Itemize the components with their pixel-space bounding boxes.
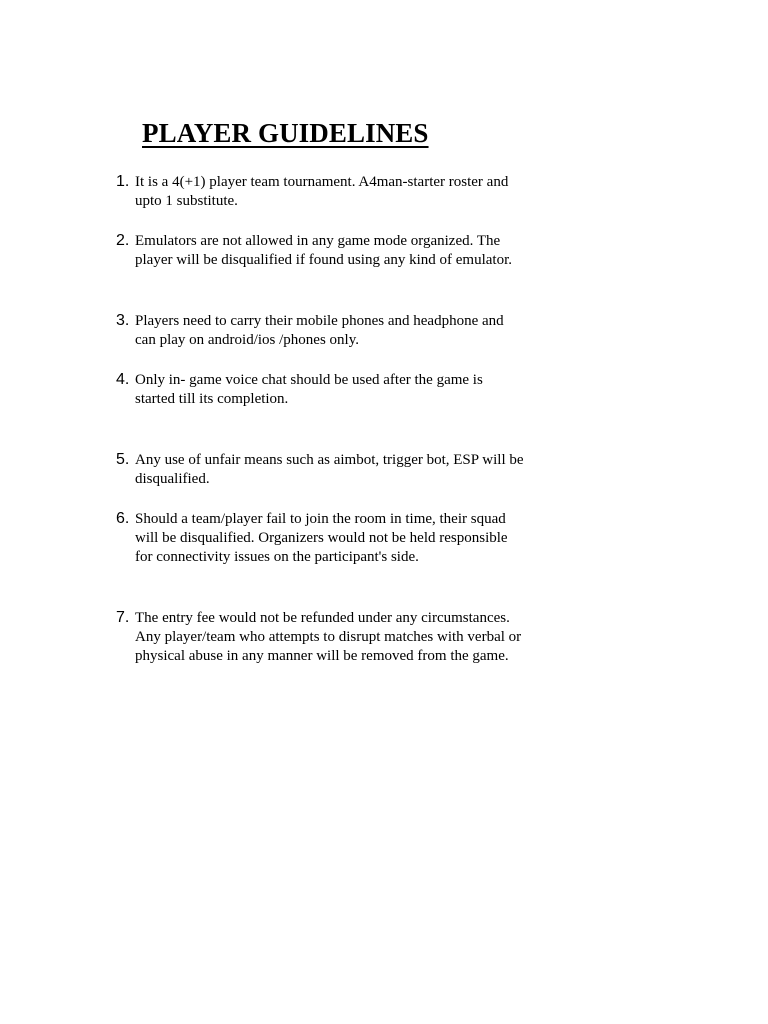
item-text xyxy=(135,232,586,270)
item-line: disqualified. xyxy=(135,471,210,487)
item-number: 6. xyxy=(116,510,130,527)
item-text xyxy=(135,173,586,211)
item-text xyxy=(135,312,586,350)
item-line: can play on android/ios /phones only. xyxy=(135,332,359,348)
item-line: Should a team/player fail to join the room in time, their squad xyxy=(135,511,506,527)
item-line: physical abuse in any manner will be removed from the game. xyxy=(135,648,509,664)
item-line: It is a 4(+1) player team tournament. A4man-starter roster and xyxy=(135,174,509,190)
guideline-item-7 xyxy=(116,609,586,666)
guideline-item-5 xyxy=(116,451,586,489)
guideline-item-4 xyxy=(116,371,586,409)
item-line: Players need to carry their mobile phones and headphone and xyxy=(135,313,504,329)
item-text xyxy=(135,451,586,489)
item-number: 5. xyxy=(116,451,130,468)
item-line: Emulators are not allowed in any game mode organized. The xyxy=(135,233,501,249)
item-text xyxy=(135,510,586,567)
item-line: player will be disqualified if found using any kind of emulator. xyxy=(135,252,513,268)
item-number: 4. xyxy=(116,371,130,388)
item-number: 1. xyxy=(116,173,130,190)
guideline-item-3 xyxy=(116,312,586,350)
item-line: Only in- game voice chat should be used after the game is xyxy=(135,372,483,388)
item-line: Any player/team who attempts to disrupt matches with verbal or xyxy=(135,629,522,645)
item-number: 7. xyxy=(116,609,130,626)
page-title: PLAYER GUIDELINES xyxy=(142,118,429,148)
item-line: for connectivity issues on the participant's side. xyxy=(135,549,419,565)
item-line: The entry fee would not be refunded under any circumstances. xyxy=(135,610,510,626)
guideline-item-2 xyxy=(116,232,586,270)
item-line: will be disqualified. Organizers would not be held responsible xyxy=(135,530,508,546)
item-text xyxy=(135,609,586,666)
guideline-item-6 xyxy=(116,510,586,567)
guideline-item-1 xyxy=(116,173,586,211)
item-line: upto 1 substitute. xyxy=(135,193,238,209)
item-line: Any use of unfair means such as aimbot, trigger bot, ESP will be xyxy=(135,452,524,468)
item-text xyxy=(135,371,586,409)
item-line: started till its completion. xyxy=(135,391,289,407)
item-number: 2. xyxy=(116,232,130,249)
item-number: 3. xyxy=(116,312,130,329)
